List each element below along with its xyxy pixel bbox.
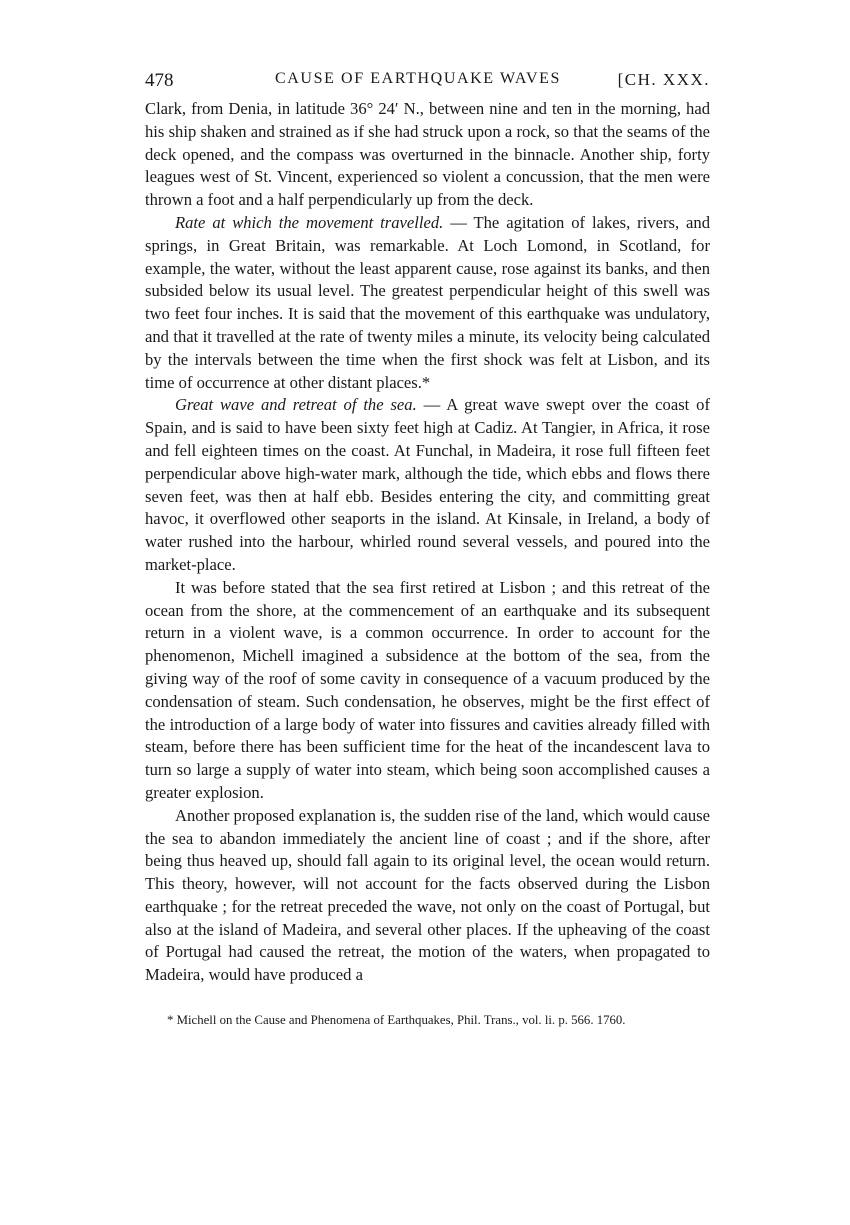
page-number: 478	[145, 70, 174, 91]
paragraph	[145, 212, 710, 394]
paragraph	[145, 577, 710, 805]
paragraph-text: — A great wave swept over the coast of Spain, and is said to have been sixty feet high at Cadiz. At Tangier, in Africa, it rose and fell eighteen times on the coast. At Funchal, in Madeira, it rose full fifteen feet perpendicular above high-water mark, although the tide, which ebbs and flows there seven feet, was then at half ebb. Besides entering the city, and committing great havoc, it overflowed other seaports in the island. At Kinsale, in Ireland, a body of water rushed into the harbour, whirled round several vessels, and poured into the market-place.	[145, 395, 710, 574]
paragraph-text: It was before stated that the sea first retired at Lisbon ; and this retreat of the ocean from the shore, at the commencement of an earthquake and its subsequent return in a violent wave, is a common occurrence. In order to account for the phenomenon, Michell imagined a subsidence at the bottom of the sea, from the giving way of the roof of some cavity in consequence of a vacuum produced by the condensation of steam. Such condensation, he observes, might be the first effect of the introduction of a large body of water into fissures and cavities already filled with steam, before there has been sufficient time for the heat of the incandescent lava to turn so large a supply of water into steam, which being soon accomplished causes a greater explosion.	[145, 577, 710, 802]
paragraph	[145, 394, 710, 576]
paragraph	[145, 98, 710, 212]
section-heading: Great wave and retreat of the sea.	[175, 395, 417, 415]
paragraph-text: Clark, from Denia, in latitude 36° 24′ N., between nine and ten in the morning, had his ship shaken and strained as if she had struck upon a rock, so that the seams of the deck opened, and the compass was overturned in the binnacle. Another ship, forty leagues west of St. Vincent, experienced so violent a concussion, that the men were thrown a foot and a half perpendicularly up from the deck.	[145, 99, 710, 210]
body-text	[145, 98, 710, 987]
chapter-label: [CH. XXX.	[617, 70, 710, 89]
section-heading: Rate at which the movement travelled.	[175, 212, 444, 232]
paragraph-text: — The agitation of lakes, rivers, and springs, in Great Britain, was remarkable. At Loch Lomond, in Scotland, for example, the water, without the least apparent cause, rose against its banks, and then subsided below its usual level. The greatest perpendicular height of this swell was two feet four inches. It is said that the movement of this earthquake was undulatory, and that it travelled at the rate of twenty miles a minute, its velocity being calculated by the intervals between the time when the first shock was felt at Lisbon, and its time of occurrence at other distant places.*	[145, 212, 710, 392]
paragraph	[145, 805, 710, 987]
footnote: * Michell on the Cause and Phenomena of Earthquakes, Phil. Trans., vol. li. p. 566. 1760.	[167, 1013, 626, 1028]
running-header	[145, 64, 710, 98]
paragraph-text: Another proposed explanation is, the sudden rise of the land, which would cause the sea to abandon immediately the ancient line of coast ; and if the shore, after being thus heaved up, should fall again to its original level, the ocean would return. This theory, however, will not account for the facts observed during the Lisbon earthquake ; for the retreat preceded the wave, not only on the coast of Portugal, but also at the island of Madeira, and several other places. If the upheaving of the coast of Portugal had caused the retreat, the motion of the waters, when propagated to Madeira, would have produced a	[145, 805, 710, 985]
running-title: CAUSE OF EARTHQUAKE WAVES	[275, 70, 562, 87]
